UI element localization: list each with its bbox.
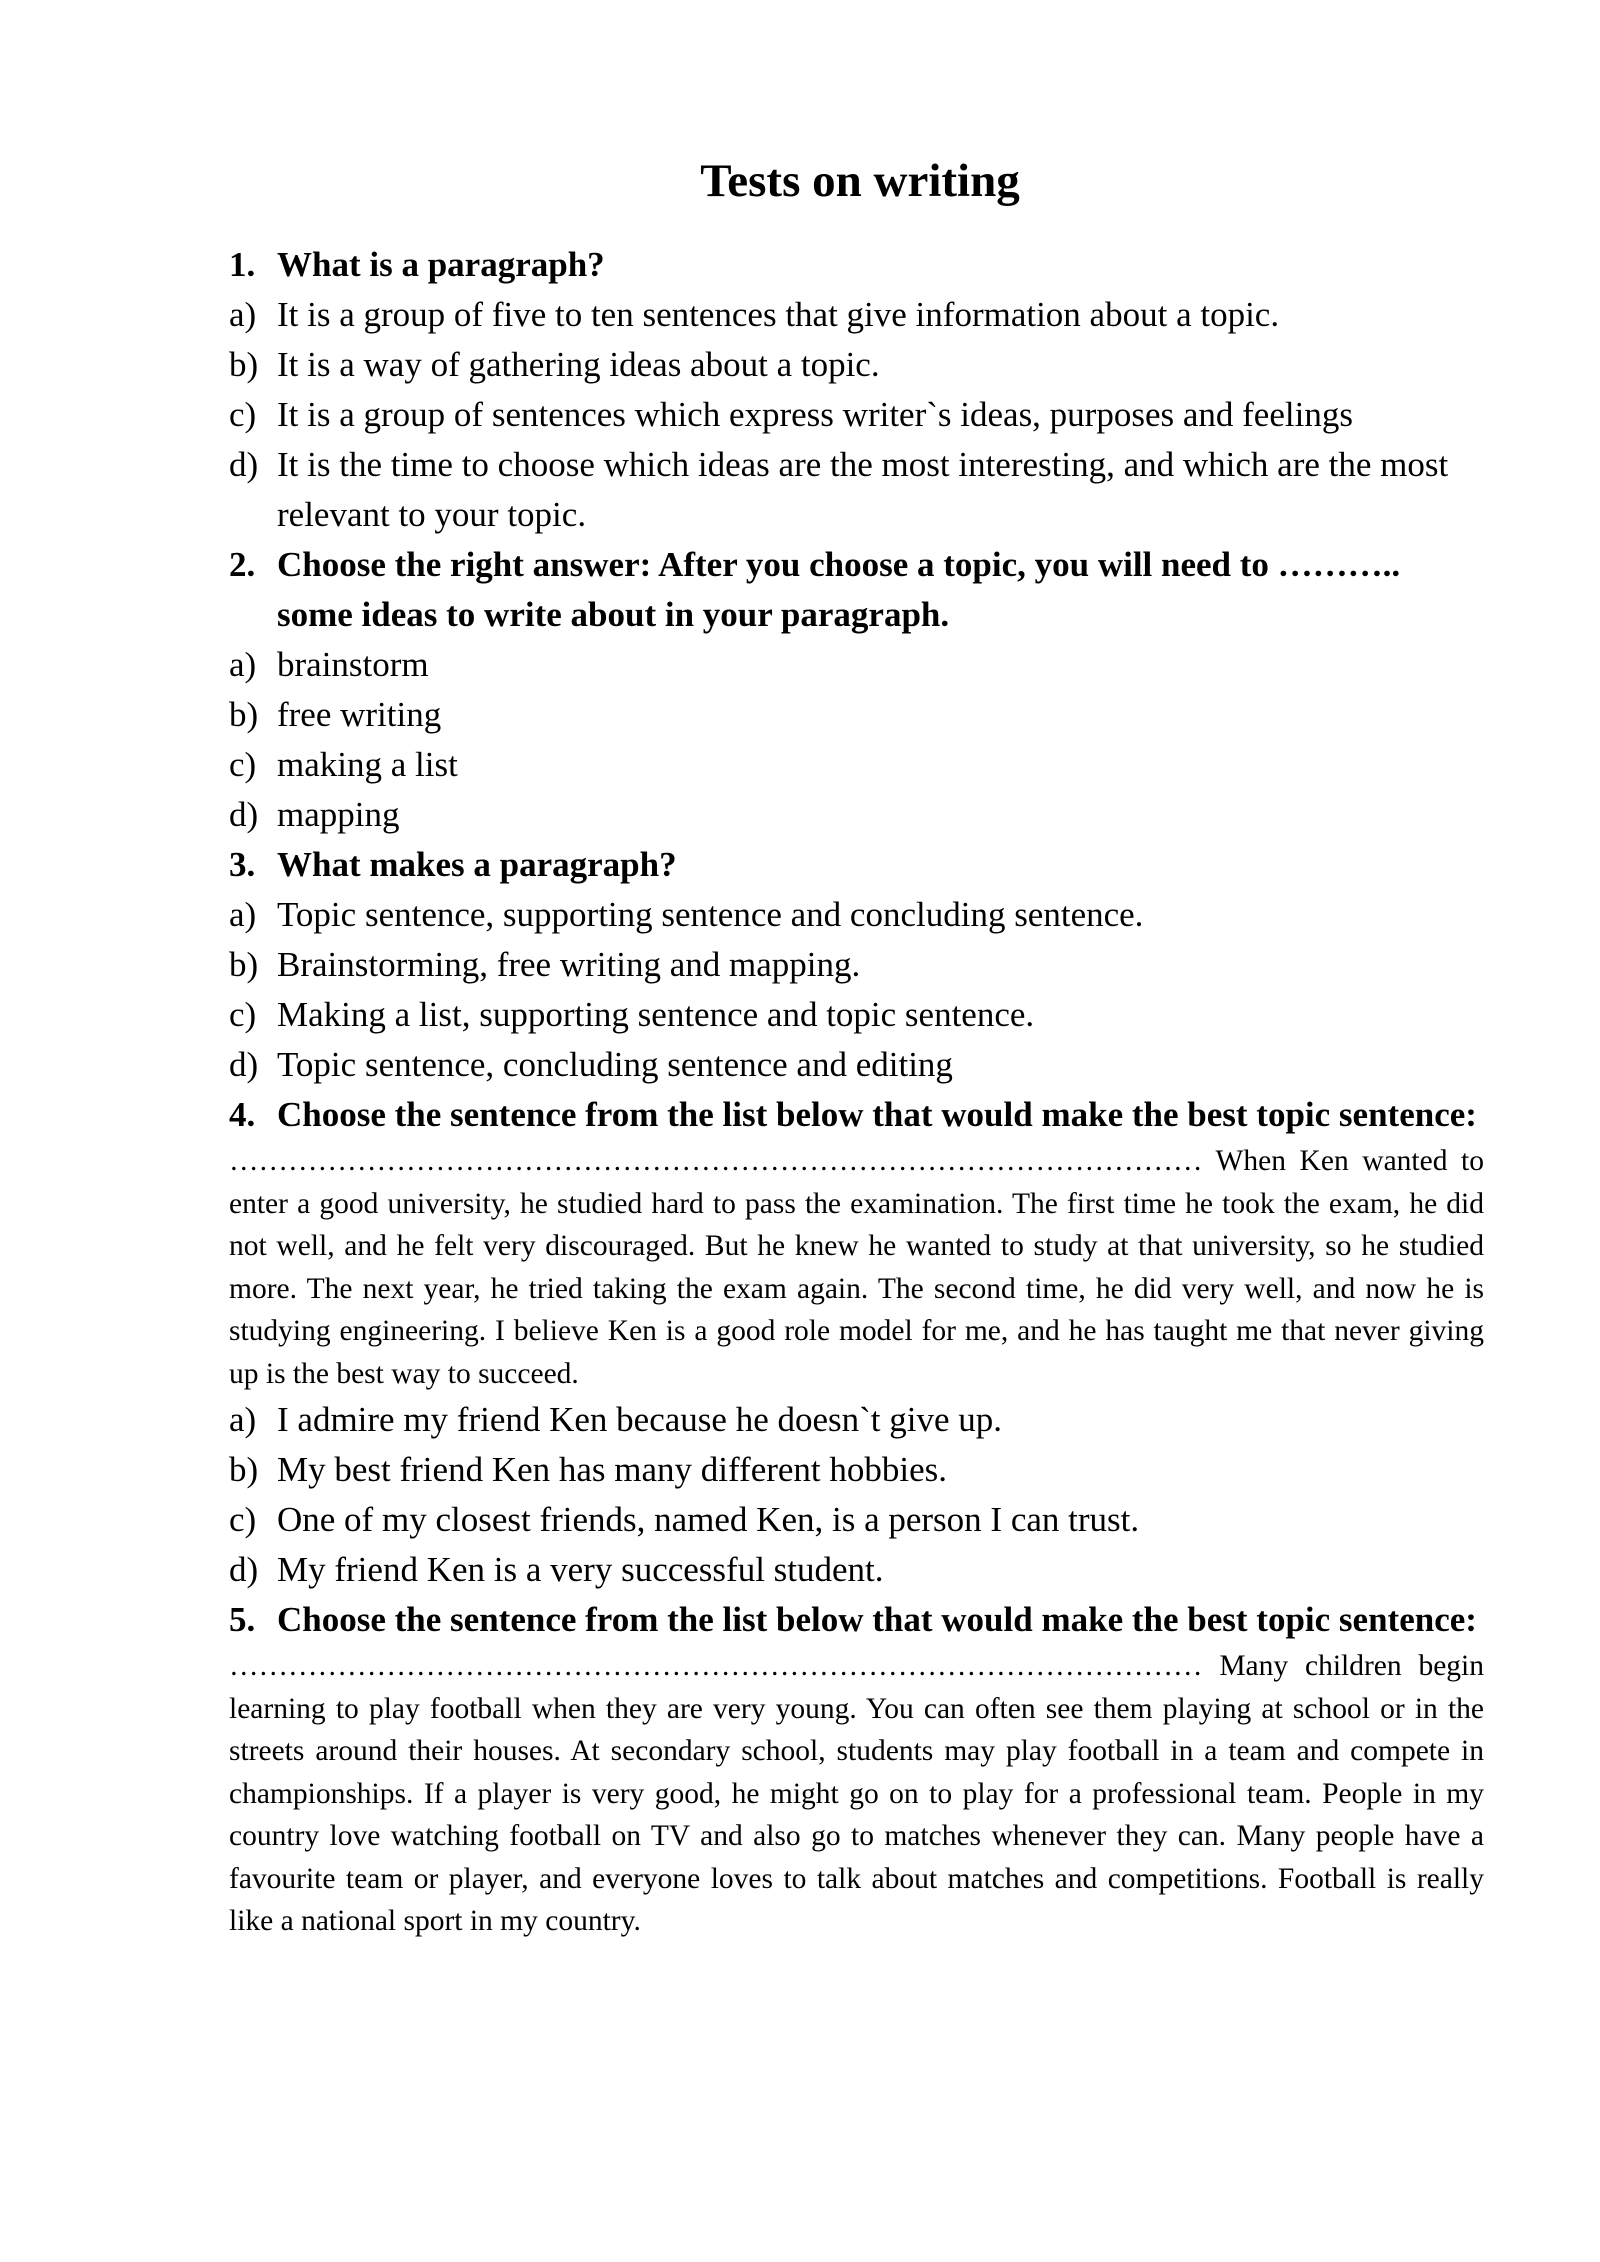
option-text: One of my closest friends, named Ken, is a person I can trust. [277, 1500, 1140, 1539]
option-label: d) [229, 795, 259, 834]
question-text: Choose the sentence from the list below that would make the best topic sentence: [277, 1095, 1477, 1134]
question-number: 3. [229, 845, 256, 884]
option-label: d) [229, 445, 259, 484]
question-2 [229, 540, 1484, 640]
option-2d [229, 790, 1484, 840]
option-label: b) [229, 345, 259, 384]
option-4d [229, 1545, 1484, 1595]
option-2b [229, 690, 1484, 740]
option-text: I admire my friend Ken because he doesn`t give up. [277, 1400, 1003, 1439]
option-text: making a list [277, 745, 458, 784]
passage-4: ……………………………………………………………………………………… When Ken wanted to enter a good university, he studied hard to pass the examination. The first time he took the exam, he did not well, and he felt very discouraged. But he knew he wanted to study at that university, so he studied more. The next year, he tried taking the exam again. The second time, he did very well, and now he is studying engineering. I believe Ken is a good role model for me, and he has taught me that never giving up is the best way to succeed. [229, 1145, 1484, 1390]
option-3b [229, 940, 1484, 990]
option-2c [229, 740, 1484, 790]
option-1b [229, 340, 1484, 390]
passage-5: ……………………………………………………………………………………… Many children begin learning to play football when they are very young. You can often see them playing at school or in the streets around their houses. At secondary school, students may play football in a team and compete in championships. If a player is very good, he might go on to play for a professional team. People in my country love watching football on TV and also go to matches whenever they can. Many people have a favourite team or player, and everyone loves to talk about matches and competitions. Football is really like a national sport in my country. [229, 1650, 1484, 1937]
question-number: 2. [229, 545, 256, 584]
option-2a [229, 640, 1484, 690]
option-label: c) [229, 995, 257, 1034]
option-label: a) [229, 645, 257, 684]
option-label: a) [229, 895, 257, 934]
test-content [229, 240, 1484, 1943]
option-label: d) [229, 1045, 259, 1084]
option-text: My best friend Ken has many different hobbies. [277, 1450, 948, 1489]
option-3d [229, 1040, 1484, 1090]
question-1 [229, 240, 1484, 290]
question-5 [229, 1595, 1484, 1645]
question-text: Choose the sentence from the list below that would make the best topic sentence: [277, 1600, 1477, 1639]
option-label: c) [229, 745, 257, 784]
option-label: a) [229, 295, 257, 334]
option-4a [229, 1395, 1484, 1445]
option-label: b) [229, 695, 259, 734]
option-4c [229, 1495, 1484, 1545]
question-number: 5. [229, 1600, 256, 1639]
option-label: c) [229, 395, 257, 434]
question-number: 1. [229, 245, 256, 284]
option-label: a) [229, 1400, 257, 1439]
question-4 [229, 1090, 1484, 1140]
option-3c [229, 990, 1484, 1040]
option-4b [229, 1445, 1484, 1495]
option-1d [229, 440, 1484, 540]
question-text: Choose the right answer: After you choose a topic, you will need to ……….. some ideas to write about in your paragraph. [277, 545, 1401, 634]
option-text: Brainstorming, free writing and mapping. [277, 945, 861, 984]
option-1c [229, 390, 1484, 440]
option-1a [229, 290, 1484, 340]
option-label: b) [229, 1450, 259, 1489]
option-text: mapping [277, 795, 400, 834]
option-label: c) [229, 1500, 257, 1539]
option-3a [229, 890, 1484, 940]
option-text: It is the time to choose which ideas are the most interesting, and which are the most relevant to your topic. [277, 445, 1449, 534]
option-text: My friend Ken is a very successful student. [277, 1550, 884, 1589]
option-text: Topic sentence, concluding sentence and editing [277, 1045, 953, 1084]
question-text: What makes a paragraph? [277, 845, 677, 884]
question-text: What is a paragraph? [277, 245, 605, 284]
option-text: It is a way of gathering ideas about a topic. [277, 345, 880, 384]
option-text: It is a group of sentences which express writer`s ideas, purposes and feelings [277, 395, 1353, 434]
option-text: free writing [277, 695, 442, 734]
option-label: d) [229, 1550, 259, 1589]
question-number: 4. [229, 1095, 256, 1134]
option-text: brainstorm [277, 645, 429, 684]
option-label: b) [229, 945, 259, 984]
option-text: Topic sentence, supporting sentence and concluding sentence. [277, 895, 1144, 934]
question-3 [229, 840, 1484, 890]
option-text: Making a list, supporting sentence and topic sentence. [277, 995, 1035, 1034]
page-title: Tests on writing [700, 155, 1020, 207]
option-text: It is a group of five to ten sentences that give information about a topic. [277, 295, 1280, 334]
